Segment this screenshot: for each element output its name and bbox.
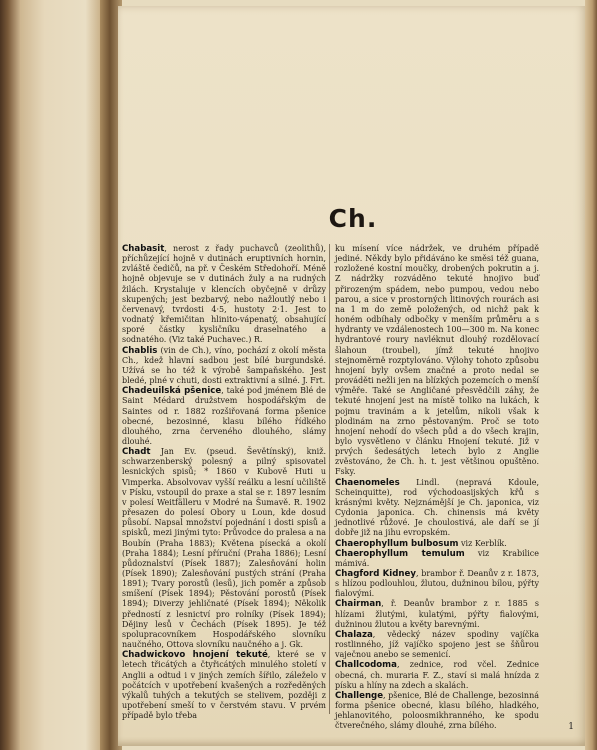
entry-text: , pšenice, Blé de Challenge, bezosinná forma pšenice obecné, klasu bílého, hladkého, jehlanovitého, poloosmikhranného, ke spodu čtverečného, slámy dlouhé, zrna bílého. [335, 690, 539, 731]
entry [335, 599, 539, 629]
page-edge [585, 0, 597, 750]
entry-text: Lindl. (nepravá Kdoule, Scheinquitte), rod východoasijských křů s krásnými květy. Nejznámější je Ch. japonica, viz Cydonia japonica. Ch. chinensis má květy jednotlivé růžové. Je choulostivá, ale daří se jí dobře již na jihu evropském. [335, 477, 539, 538]
entry-text: , zednice, rod včel. Zednice obecná, ch. muraria F. Z., staví si malá hnízda z písku a hlíny na zdech a skalách. [335, 660, 539, 690]
entry-text: viz Krabilice mámivá. [335, 548, 539, 568]
entry-term: Chairman [335, 599, 382, 610]
entry-term: Challcodoma [335, 660, 397, 671]
entry-term: Chaerophyllum bulbosum [335, 538, 459, 549]
entry [122, 346, 326, 387]
entry [335, 478, 539, 539]
entry-term: Challenge [335, 690, 384, 701]
entry-text: , nerost z řady puchavců (zeolithů), příchůzející hojně v dutinách eruptivních hornin, zvláště čedičů, na př. v Českém Středohoří. Méně hojně objevuje se v dutinách žuly a na rudných žilách. Krystaluje v klencích obyčejně v drůzy skupených; jest bezbarvý, nebo nažloutlý nebo i červenavý, tvrdosti 4·5, hustoty 2·1. Jest to vodnatý křemičitan hlinito-vápenatý, obsahující sporé částky kysličníku draselnatého a sodnatého. (Viz také Puchavec.) R. [122, 244, 326, 345]
entry-term: Chabasit [122, 244, 165, 254]
entry-text: (vin de Ch.), víno, pochází z okolí města Ch., kdež hlavní sadbou jest bílé burgundské. Užívá se ho též k výrobě šampaňského. Jest bledé, plné v chuti, dosti extraktivní a silné. J. Frt. [122, 345, 326, 386]
entry [335, 539, 539, 549]
entry [122, 447, 326, 650]
entry-term: Chaenomeles [335, 477, 400, 488]
entry-text: ku mísení více nádržek, ve druhém případě jediné. Někdy bylo přidáváno ke směsi též guana, rozložené kostní moučky, drobených pokrutin a j. Z nádržky rozváděno tekuté hnojivo buď přirozeným spádem, nebo pumpou, vedou nebo parou, a sice v prostorných litinových rourách asi na 1 m do země položených, od nichž pak k honém odbíhaly odbočky v menším průměru a s hydranty ve vzdálenostech 100—300 m. Na konec hydrantové roury navléknut dlouhý rozdělovací šlahoun (troubel), jímž tekuté hnojivo stejnoměrně rozptylováno. Výlohy tohoto způsobu hnojení byly ovšem značné a proto nedal se prováděti nežli jen na blízkých pozemcích o menší výměře. Také se Angličané přesvědčili záhy, že tekuté hnojení jest na místě toliko na lukách, k pojmu travinám a k jetelům, nikoli však k plodinám na zrno pěstovaným. Proč se toto hnojení nehodí do všech půd a do všech krajin, bylo vysvětleno v článku Hnojení tekuté. Již v prvých šedesátých letech bylo z Anglie zvěstováno, že Ch. h. t. jest většinou opuštěno. Fsky. [335, 244, 539, 477]
entry-text: , ř. Deanův brambor z r. 1885 s hlízami žlutými, kulatými, pýřty fialovými, dužninou žlutou a květy barevnými. [335, 599, 539, 629]
left-column [122, 244, 326, 721]
entry-term: Chagford Kidney [335, 569, 416, 579]
page-number: 1 [568, 722, 574, 732]
entry-text: , které se v letech třicátých a čtyřicátých minulého století v Anglii a odtud i v jiných zemích šířilo, záleželo v počátcích v upotřebení kvašených a rozředěných výkalů tuhých a tekutých se stelivem, později z upotřebení smeší to v čerstvém stavu. V prvém případě bylo třeba [122, 650, 326, 721]
entry-text: , vědecký název spodiny vajíčka rostlinného, jíž vajíčko spojeno jest se šňůrou vaječnou anebo se semenicí. [335, 629, 539, 660]
entry-term: Chablis [122, 345, 158, 356]
entry [335, 660, 539, 690]
entry [122, 386, 326, 447]
entry-text: Jan Ev. (pseud. Ševětínský), kniž. schwarzenberský polesný a pilný spisovatel lesnických spisů; * 1860 v Kubově Huti u Vimperka. Absolvovav vyšší reálku a lesní učiliště v Písku, vstoupil do praxe a stal se r. 1897 lesním v polesí Weitfälleru v Modré na Šumavě. R. 1902 přesazen do polesí Obory u Loun, kde dosud působí. Napsal množství pojednání i dosti spisů a spisků, mezi jinými tyto: Průvodce do pralesa a na Boubín (Praha 1883); Květena písecká a okolí (Praha 1884); Lesní příruční (Praha 1886); Lesní půdoznalství (Písek 1887); Zalesňování holin (Písek 1890); Zalesňování pustých strání (Praha 1891); Tvary porostů (lesů), jich poměr a způsob smíšení (Písek 1894); Pěstování porostů (Písek 1894); Diverzy jehličnaté (Písek 1894); Několik předností z lesnictví pro rolníky (Písek 1894); Dějiny lesů v Čechách (Písek 1895). Je též spolupracovníkem Hospodářského slovníku naučného, Ottova slovníku naučného a j. Gk. [122, 447, 326, 650]
entry-term: Chadeuilská pšenice [122, 386, 222, 397]
entry-term: Chadt [122, 447, 151, 458]
section-heading: Ch. [328, 204, 378, 233]
entry-text: viz Kerblík. [458, 538, 507, 548]
entry-term: Chaerophyllum temulum [335, 548, 465, 559]
entry-term: Chadwickovo hnojení tekuté [122, 650, 268, 661]
entry [335, 549, 539, 569]
entry-text: , brambor ř. Deanův z r. 1873, s hlízou podlouhlou, žlutou, dužninou bílou, pýřty fialovými. [335, 569, 539, 599]
blank-flyleaf [20, 0, 102, 750]
entry [335, 244, 539, 478]
entry [335, 569, 539, 599]
entry [122, 244, 326, 346]
entry-term: Chalaza [335, 629, 373, 640]
entry [335, 630, 539, 660]
right-column [335, 244, 539, 732]
entry [335, 691, 539, 732]
entry-text: , také pod jménem Blé de Saint Médard družstvem hospodářským de Saintes od r. 1882 rozšiřovaná forma pšenice obecné, bezosinné, klasu bílého řídkého dlouhého, zrna červeného dlouhého, slámy dlouhé. [122, 386, 326, 446]
page [118, 6, 588, 746]
entry [122, 650, 326, 721]
column-divider [329, 244, 330, 714]
